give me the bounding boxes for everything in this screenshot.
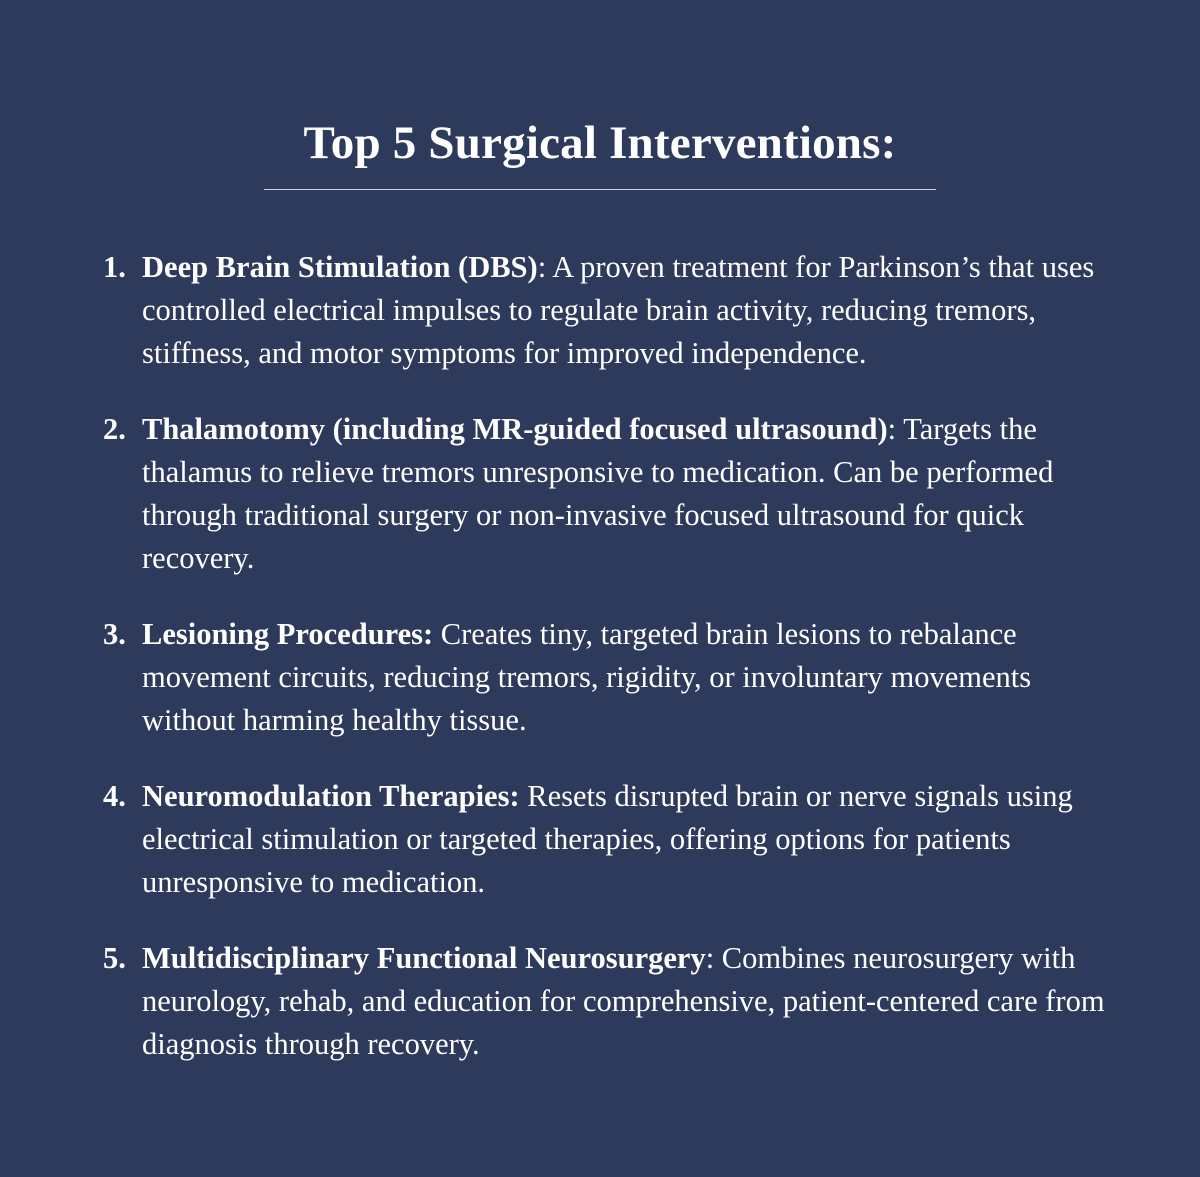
item-term: Thalamotomy (including MR-guided focused ultrasound) bbox=[142, 412, 888, 446]
item-number: 2. bbox=[103, 412, 126, 446]
item-number: 5. bbox=[103, 941, 126, 975]
item-number: 4. bbox=[103, 779, 126, 813]
list-item bbox=[100, 613, 1120, 742]
item-description: Resets disrupted brain or nerve signals using electrical stimulation or targeted therapies, offering options for patients unresponsive to medication. bbox=[142, 779, 1073, 899]
item-term: Neuromodulation Therapies: bbox=[142, 779, 520, 813]
item-description: Creates tiny, targeted brain lesions to rebalance movement circuits, reducing tremors, rigidity, or involuntary movements without harming healthy tissue. bbox=[142, 617, 1032, 737]
list-item bbox=[100, 408, 1120, 580]
item-description: : Targets the thalamus to relieve tremors unresponsive to medication. Can be performed through traditional surgery or non-invasive focused ultrasound for quick recovery. bbox=[142, 412, 1054, 575]
item-term: Lesioning Procedures: bbox=[142, 617, 434, 651]
list-item bbox=[100, 937, 1120, 1066]
item-number: 1. bbox=[103, 250, 126, 284]
item-number: 3. bbox=[103, 617, 126, 651]
item-term: Deep Brain Stimulation (DBS) bbox=[142, 250, 538, 284]
page-title: Top 5 Surgical Interventions: bbox=[303, 117, 897, 170]
title-divider bbox=[264, 189, 936, 190]
item-term: Multidisciplinary Functional Neurosurgery bbox=[142, 941, 706, 975]
interventions-list bbox=[100, 246, 1120, 1099]
item-description: : A proven treatment for Parkinson’s that uses controlled electrical impulses to regulate brain activity, reducing tremors, stiffness, and motor symptoms for improved independence. bbox=[142, 250, 1095, 370]
list-item bbox=[100, 246, 1120, 375]
list-item bbox=[100, 775, 1120, 904]
item-description: : Combines neurosurgery with neurology, rehab, and education for comprehensive, patient-centered care from diagnosis through recovery. bbox=[142, 941, 1105, 1061]
